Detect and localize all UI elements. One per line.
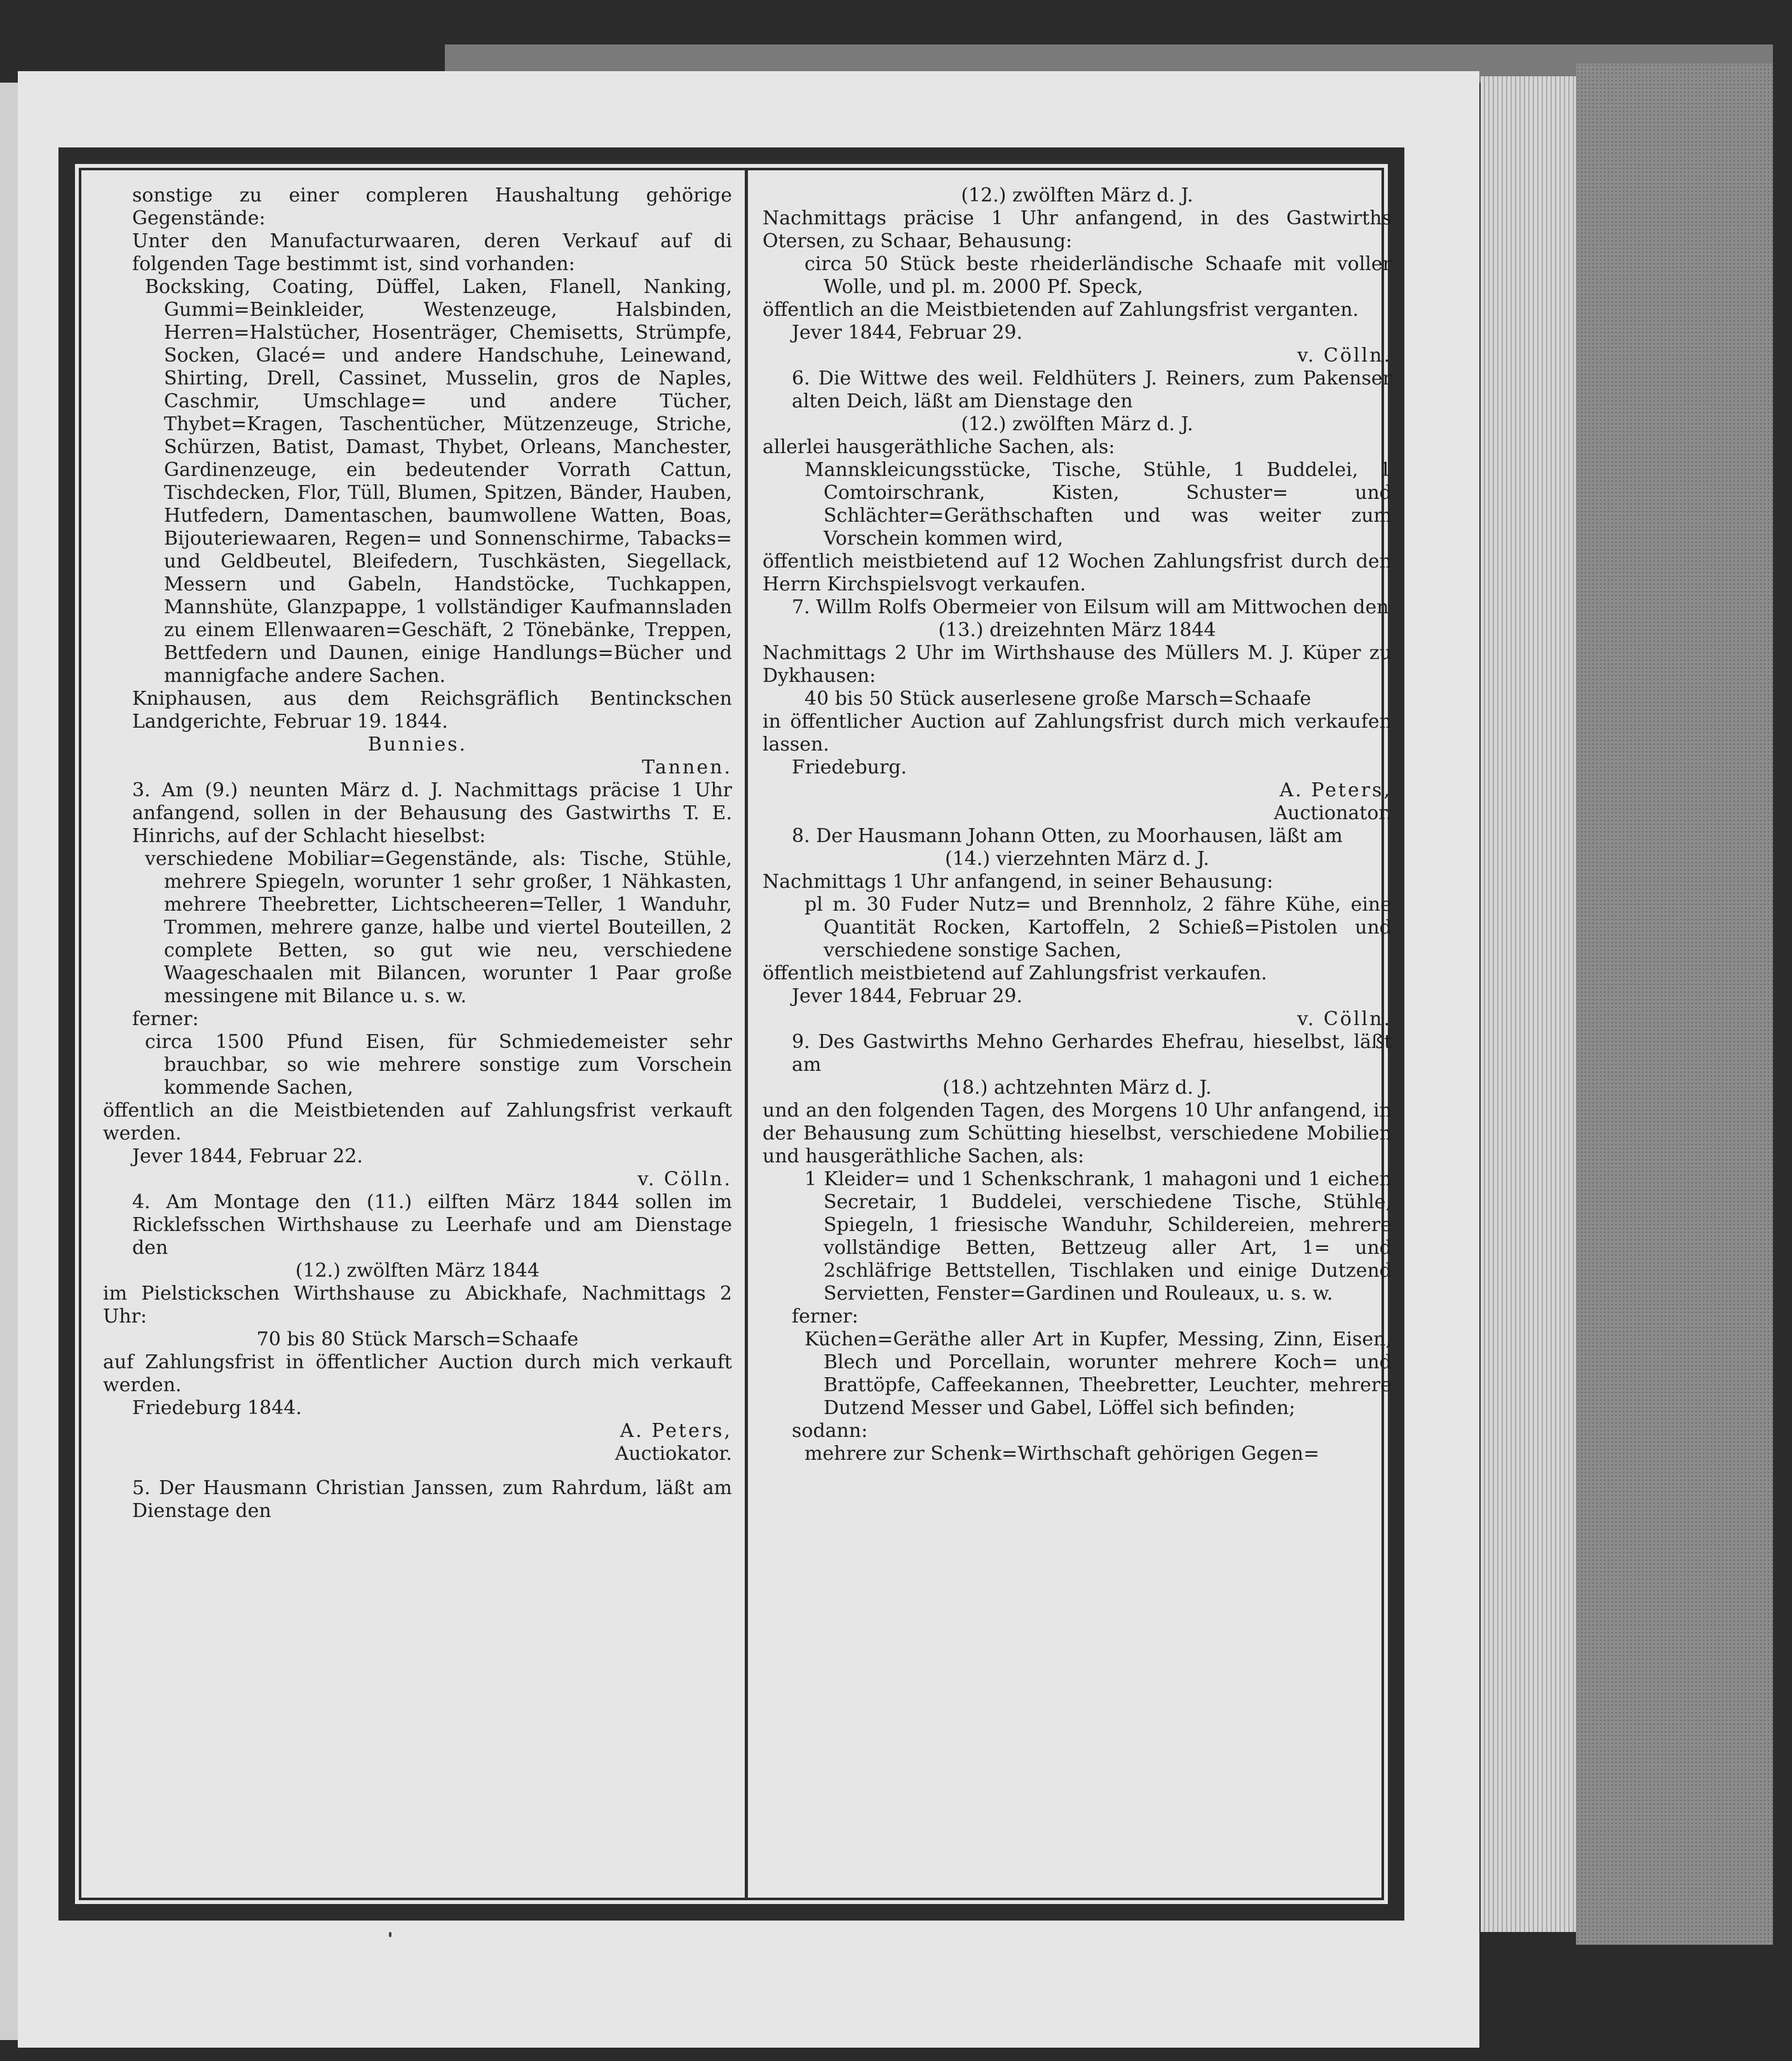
notice-9: 9. Des Gastwirths Mehno Gerhardes Ehefrau, hieselbst, läßt am xyxy=(792,1031,1392,1076)
paragraph: öffentlich meistbietend auf Zahlungsfrist verkaufen. xyxy=(763,962,1267,984)
left-column xyxy=(103,184,732,1888)
goods-list: 1 Kleider= und 1 Schenkschrank, 1 mahagoni und 1 eichen Secretair, 1 Buddelei, verschiedene Tische, Stühle, Spiegeln, 1 friesische Wanduhr, Schildereien, mehrere vollständige Betten, Bettzeug aller Art, 1= und 2schläfrige Bettstellen, Tischlaken und einige Dutzend Servietten, Fenster=Gardinen und Rouleaux, u. s. w. xyxy=(804,1168,1392,1305)
column-divider xyxy=(745,170,748,1898)
goods-list: mehrere zur Schenk=Wirthschaft gehörigen Gegen= xyxy=(804,1443,1320,1465)
place-date: Friedeburg 1844. xyxy=(132,1397,302,1419)
notice-3: 3. Am (9.) neunten März d. J. Nachmittags präcise 1 Uhr anfangend, sollen in der Behausung des Gastwirths T. E. Hinrichs, auf der Schlacht hieselbst: xyxy=(132,779,732,847)
place-date: Jever 1844, Februar 29. xyxy=(792,322,1023,344)
signature: Bunnies. xyxy=(367,733,468,756)
page-edges xyxy=(1481,76,1576,1932)
signature: v. Cölln. xyxy=(1297,344,1392,367)
paragraph: öffentlich meistbietend auf 12 Wochen Zahlungsfrist durch den Herrn Kirchspielsvogt verkaufen. xyxy=(763,550,1392,595)
paragraph: in öffentlicher Auction auf Zahlungsfrist durch mich verkaufen lassen. xyxy=(763,711,1392,756)
facing-page-edge xyxy=(0,83,18,2040)
place-date: Kniphausen, aus dem Reichsgräflich Bentinckschen Landgerichte, Februar 19. 1844. xyxy=(132,688,732,733)
paragraph: öffentlich an die Meistbietenden auf Zahlungsfrist verkauft werden. xyxy=(103,1099,732,1145)
place-date: Jever 1844, Februar 22. xyxy=(132,1145,363,1167)
notice-8: 8. Der Hausmann Johann Otten, zu Moorhausen, läßt am xyxy=(792,825,1343,847)
signature: Tannen. xyxy=(642,756,732,779)
paragraph: im Pielstickschen Wirthshause zu Abickhafe, Nachmittags 2 Uhr: xyxy=(103,1282,732,1328)
signature: v. Cölln. xyxy=(1297,1008,1392,1030)
date-line: (14.) vierzehnten März d. J. xyxy=(945,848,1209,870)
paragraph: Nachmittags präcise 1 Uhr anfangend, in des Gastwirths Otersen, zu Schaar, Behausung: xyxy=(763,207,1392,252)
notice-6: 6. Die Wittwe des weil. Feldhüters J. Reiners, zum Pakenser alten Deich, läßt am Dienstage den xyxy=(792,367,1392,412)
place-date: Friedeburg. xyxy=(792,756,907,779)
goods-list: 40 bis 50 Stück auserlesene große Marsch=Schaafe xyxy=(804,688,1312,710)
place-date: Jever 1844, Februar 29. xyxy=(792,985,1023,1007)
goods-list: circa 1500 Pfund Eisen, für Schmiedemeister sehr brauchbar, so wie mehrere sonstige zum Vorschein kommende Sachen, xyxy=(145,1031,732,1099)
goods-list: circa 50 Stück beste rheiderländische Schaafe mit voller Wolle, und pl. m. 2000 Pf. Speck, xyxy=(804,253,1392,298)
date-line: (13.) dreizehnten März 1844 xyxy=(938,619,1216,641)
paragraph: allerlei hausgeräthliche Sachen, als: xyxy=(763,436,1115,458)
right-column xyxy=(763,184,1392,1888)
paragraph: ferner: xyxy=(132,1008,199,1030)
notice-4: 4. Am Montage den (11.) eilften März 1844 sollen im Ricklefsschen Wirthshause zu Leerhafe und am Dienstage den xyxy=(132,1191,732,1259)
paragraph: auf Zahlungsfrist in öffentlicher Auction durch mich verkauft werden. xyxy=(103,1351,732,1396)
date-line: (12.) zwölften März 1844 xyxy=(295,1260,540,1282)
paragraph: öffentlich an die Meistbietenden auf Zahlungsfrist vergantеn. xyxy=(763,299,1359,321)
paragraph: und an den folgenden Tagen, des Morgens 10 Uhr anfangend, in der Behausung zum Schütting hieselbst, verschiedene Mobilien und hausgeräthliche Sachen, als: xyxy=(763,1099,1392,1167)
goods-list: 70 bis 80 Stück Marsch=Schaafe xyxy=(256,1328,579,1350)
paragraph: sonstige zu einer compleren Haushaltung gehörige Gegenstände: xyxy=(132,184,732,229)
goods-list: Küchen=Geräthe aller Art in Kupfer, Messing, Zinn, Eisen, Blech und Porcellain, worunter mehrere Koch= und Brattöpfe, Caffeekannen, Theebretter, Leuchter, mehrere Dutzend Messer und Gabel, Löffel sich befinden; xyxy=(804,1328,1392,1419)
signature: A. Peters, xyxy=(1279,779,1392,801)
notice-5: 5. Der Hausmann Christian Janssen, zum Rahrdum, läßt am Dienstage den xyxy=(132,1477,732,1522)
book-cover xyxy=(1576,64,1773,1945)
date-line: (12.) zwölften März d. J. xyxy=(961,184,1193,207)
paragraph: Unter den Manufacturwaaren, deren Verkauf auf di folgenden Tage bestimmt ist, sind vorhanden: xyxy=(132,230,732,275)
goods-list: Mannskleicungsstücke, Tische, Stühle, 1 Buddelei, 1 Comtoirschrank, Kisten, Schuster= und Schlächter=Geräthschaften und was weiter zum Vorschein kommen wird, xyxy=(804,459,1392,550)
date-line: (18.) achtzehnten März d. J. xyxy=(942,1077,1212,1099)
signature-title: Auctionator. xyxy=(1273,802,1392,824)
paragraph: ferner: xyxy=(792,1305,859,1328)
date-line: (12.) zwölften März d. J. xyxy=(961,413,1193,435)
goods-list: pl m. 30 Fuder Nutz= und Brennholz, 2 fähre Kühe, eine Quantität Rocken, Kartoffeln, 2 Schieß=Pistolen und verschiedene sonstige Sachen, xyxy=(804,894,1392,962)
goods-list: verschiedene Mobiliar=Gegenstände, als: Tische, Stühle, mehrere Spiegeln, worunter 1 sehr großer, 1 Nähkasten, mehrere Theebretter, Lichtscheeren=Teller, 1 Wanduhr, Trommen, mehrere ganze, halbe und viertel Bouteillen, 2 complete Betten, so gut wie neu, verschiedene Waageschaalen mit Bilancen, worunter 1 Paar große messingene mit Bilance u. s. w. xyxy=(145,848,732,1007)
signature: v. Cölln. xyxy=(637,1168,732,1190)
paragraph: Nachmittags 2 Uhr im Wirthshause des Müllers M. J. Küper zu Dykhausen: xyxy=(763,642,1392,687)
paragraph: Nachmittags 1 Uhr anfangend, in seiner Behausung: xyxy=(763,871,1273,893)
paragraph: sodann: xyxy=(792,1420,868,1442)
goods-list: Bocksking, Coating, Düffel, Laken, Flanell, Nanking, Gummi=Beinkleider, Westenzeuge, Halsbinden, Herren=Halstücher, Hosenträger, Chemisetts, Strümpfe, Socken, Glacé= und andere Handschuhe, Leinewand, Shirting, Drell, Cassinet, Musselin, gros de Naples, Caschmir, Umschlage= und andere Tücher, Thybet=Kragen, Taschentücher, Mützenzeuge, Striche, Schürzen, Batist, Damast, Thybet, Orleans, Manchester, Gardinenzeuge, ein bedeutender Vorrath Cattun, Tischdecken, Flor, Tüll, Blumen, Spitzen, Bänder, Hauben, Hutfedern, Damentaschen, baumwollene Watten, Boas, Bijouteriewaaren, Regen= und Sonnenschirme, Tabacks= und Geldbeutel, Bleifedern, Tuschkästen, Siegellack, Messern und Gabeln, Handstöcke, Tuchkappen, Mannshüte, Glanzpappe, 1 vollständiger Kaufmannsladen zu einem Ellenwaaren=Geschäft, 2 Tönebänke, Treppen, Bettfedern und Daunen, einige Handlungs=Bücher und mannigfache andere Sachen. xyxy=(145,276,732,687)
signature: A. Peters, xyxy=(620,1420,732,1442)
ink-speck xyxy=(389,1932,391,1937)
signature-title: Auctiokator. xyxy=(614,1443,732,1465)
notice-7: 7. Willm Rolfs Obermeier von Eilsum will am Mittwochen den xyxy=(792,596,1389,618)
